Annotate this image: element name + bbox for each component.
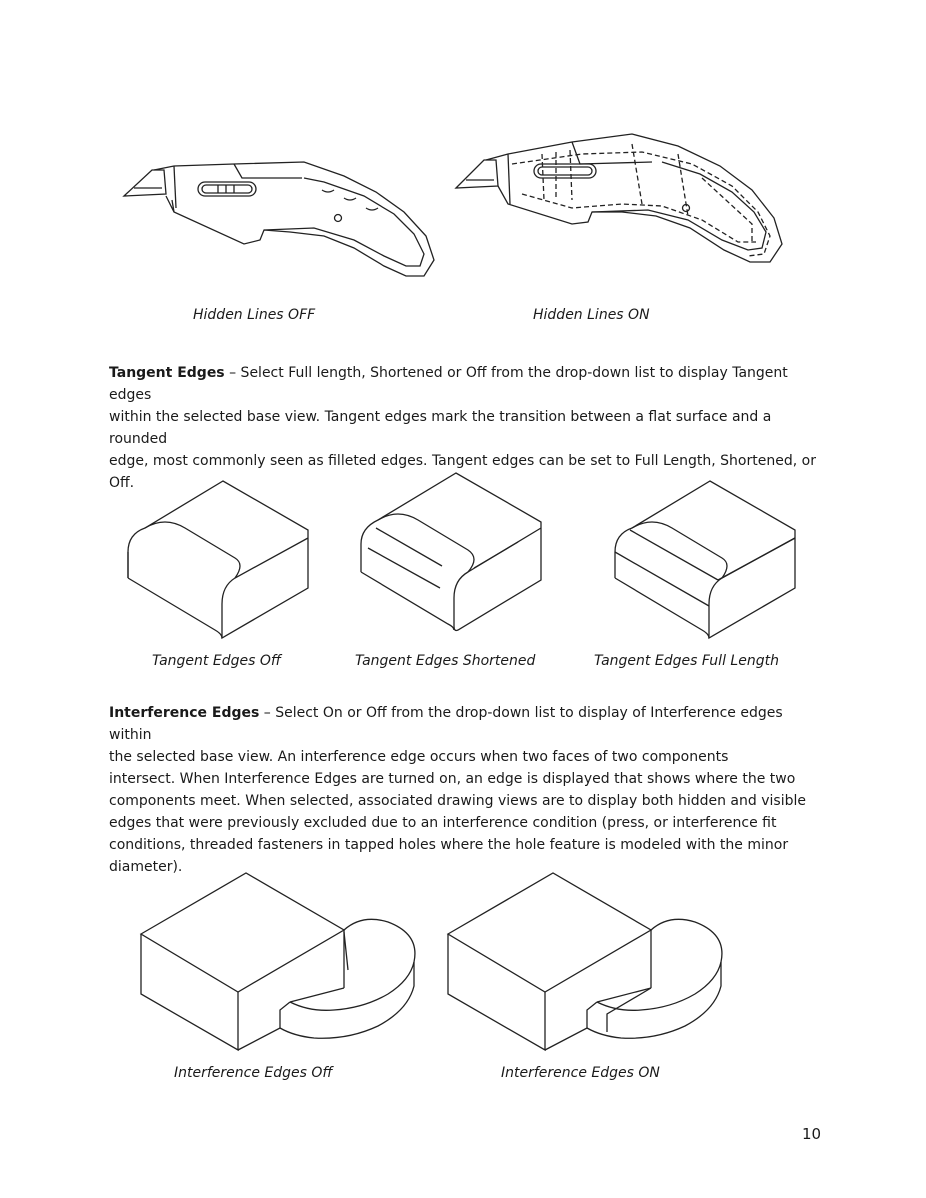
caption-tangent-edges-off: Tangent Edges Off — [152, 653, 281, 669]
caption-interference-edges-on: Interference Edges ON — [501, 1065, 660, 1081]
knife-hidden-off-drawing — [114, 148, 444, 288]
block-tangent-off-drawing — [125, 478, 315, 648]
interference-line-7: diameter). — [109, 859, 183, 875]
caption-tangent-edges-full-length: Tangent Edges Full Length — [594, 653, 779, 669]
interference-line-1: – Select On or Off from the drop-down list to display of Interference edges within — [109, 705, 783, 743]
block-cylinder-interference-on-drawing — [445, 870, 725, 1060]
tangent-line-1: – Select Full length, Shortened or Off from the drop-down list to display Tangent edges — [109, 365, 788, 403]
block-cylinder-interference-off-drawing — [138, 870, 418, 1060]
interference-edges-paragraph — [109, 702, 829, 878]
interference-line-5: edges that were previously excluded due to an interference condition (press, or interference fit — [109, 815, 777, 831]
tangent-line-3: edge, most commonly seen as filleted edges. Tangent edges can be set to Full Length, Shortened, or Off. — [109, 453, 816, 491]
caption-tangent-edges-shortened: Tangent Edges Shortened — [355, 653, 536, 669]
interference-line-4: components meet. When selected, associated drawing views are to display both hidden and visible — [109, 793, 806, 809]
tangent-line-2: within the selected base view. Tangent edges mark the transition between a flat surface and a rounded — [109, 409, 772, 447]
block-tangent-full-drawing — [612, 478, 802, 648]
caption-hidden-lines-off: Hidden Lines OFF — [193, 307, 316, 323]
caption-interference-edges-off: Interference Edges Off — [174, 1065, 333, 1081]
block-tangent-shortened-drawing — [358, 470, 548, 642]
interference-line-3: intersect. When Interference Edges are turned on, an edge is displayed that shows where the two — [109, 771, 796, 787]
page-number: 10 — [802, 1125, 822, 1143]
tangent-edges-heading: Tangent Edges — [109, 365, 225, 381]
interference-line-2: the selected base view. An interference edge occurs when two faces of two components — [109, 749, 729, 765]
caption-hidden-lines-on: Hidden Lines ON — [533, 307, 650, 323]
interference-line-6: conditions, threaded fasteners in tapped holes where the hole feature is modeled with the minor — [109, 837, 789, 853]
interference-edges-heading: Interference Edges — [109, 705, 260, 721]
knife-hidden-on-drawing — [452, 124, 792, 274]
